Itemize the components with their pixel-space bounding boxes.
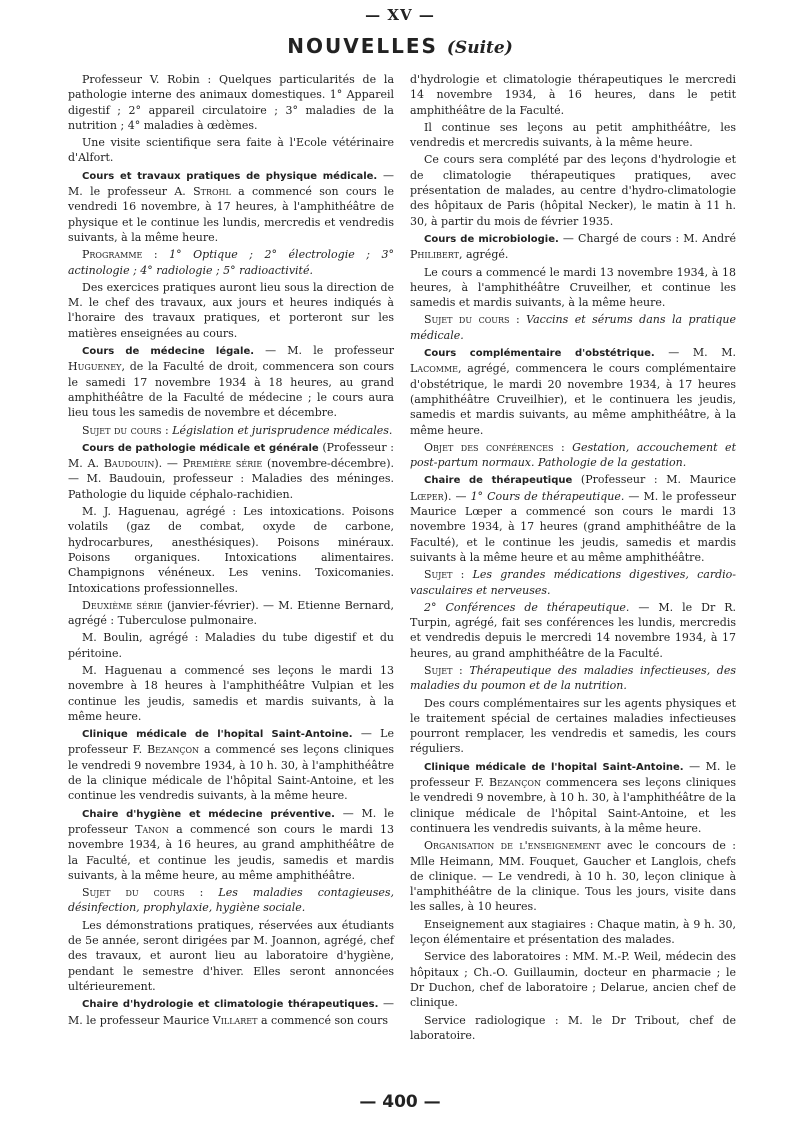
paragraph: M. Haguenau a commencé ses leçons le mardi 13 novembre à 18 heures à l'amphithéâtre Vulpian et les continue les jeudis, samedis et mardis suivants, à la même heure.	[68, 663, 394, 723]
roman-page-number: — XV —	[365, 6, 435, 24]
text: — M. le professeur	[68, 806, 394, 836]
text: avec le concours de : Mlle Heimann, MM. Fouquet, Gaucher et Langlois, chefs de clinique. — Le vendredi, à 10 h. 30, leçon clinique à l'amphithéâtre de la clinique. Tous les jours, visite dans les salles, à 10 heures.	[410, 839, 736, 914]
text: (janvier-février). — M. Etienne Bernard, agrégé : Tuberculose pulmonaire.	[68, 598, 394, 628]
paragraph: Les démonstrations pratiques, réservées aux étudiants de 5e année, seront dirigées par M. Joannon, agrégé, chef des travaux, et auront lieu au laboratoire d'hygiène, pendant le semestre d'hiver. Elles seront annoncées ultérieurement.	[68, 918, 394, 993]
text: — M. le professeur Maurice Lœper a commencé son cours le mardi 13 novembre 1934, à 17 heures (grand amphithéâtre de la Faculté), et le continue les jeudis, samedis et mardis suivants à la même heure et au même amphithéâtre.	[410, 489, 736, 564]
text: , agrégé.	[458, 248, 509, 262]
paragraph	[410, 312, 736, 343]
course-heading: Chaire d'hygiène et médecine préventive.	[82, 808, 335, 820]
person-name: Bezançon	[147, 743, 200, 757]
text: — Chargé de cours : M. André	[558, 231, 736, 245]
text: Les maladies contagieuses, désinfection, prophylaxie, hygiène sociale.	[68, 886, 394, 915]
person-name: Tanon	[135, 822, 169, 836]
text: — M. le Dr R. Turpin, agrégé, fait ses conférences les lundis, mercredis et vendredis depuis le mercredi 14 novembre 1934, à 17 heures, au grand amphithéâtre de la Faculté.	[410, 600, 736, 660]
person-name: Bezançon	[489, 776, 541, 790]
left-column	[68, 72, 394, 1030]
text: Législation et jurisprudence médicales.	[172, 423, 393, 437]
label: Sujet du cours :	[424, 313, 527, 327]
text: (novembre-décembre). — M. Baudouin, professeur : Maladies des méninges. Pathologie du liquide céphalo-rachidien.	[68, 457, 394, 501]
paragraph: Service des laboratoires : MM. M.-P. Weil, médecin des hôpitaux ; Ch.-O. Guillaumin, docteur en pharmacie ; le Dr Duchon, chef de laboratoire ; Delarue, ancien chef de clinique.	[410, 950, 736, 1010]
text: Les grandes médications digestives, cardio-vasculaires et nerveuses.	[410, 568, 736, 597]
text: a commencé son cours	[257, 1013, 389, 1027]
paragraph	[68, 996, 394, 1028]
paragraph	[410, 567, 736, 598]
paragraph: M. Boulin, agrégé : Maladies du tube digestif et du péritoine.	[68, 631, 394, 660]
course-heading: Cours de médecine légale.	[82, 346, 255, 358]
text: Vaccins et sérums dans la pratique médicale.	[410, 313, 736, 342]
paragraph	[68, 423, 394, 438]
person-name: Strohl	[193, 185, 231, 199]
person-name: Villaret	[212, 1013, 258, 1027]
course-heading: Chaire de thérapeutique	[424, 475, 573, 487]
text: (Professeur : M. Maurice	[572, 473, 736, 487]
text: a commencé son cours le mardi 13 novembre 1934, à 16 heures, au grand amphithéâtre de la Faculté, et continue les jeudis, samedis et mardis suivants, à la même heure, au même amphithéâtre.	[68, 822, 394, 882]
series-label: Première série	[182, 457, 263, 471]
text: — M. le professeur F.	[410, 759, 736, 790]
course-heading: Cours de microbiologie.	[424, 233, 559, 245]
paragraph: Une visite scientifique sera faite à l'Ecole vétérinaire d'Alfort.	[68, 136, 394, 165]
right-column	[410, 72, 736, 1045]
course-heading: Chaire d'hydrologie et climatologie thérapeutiques.	[82, 999, 379, 1011]
person-name: Baudouin	[103, 457, 155, 471]
text: 1° Cours de thérapeutique.	[470, 489, 625, 503]
course-heading: Clinique médicale de l'hopital Saint-Antoine.	[424, 761, 684, 773]
label: Sujet :	[424, 568, 473, 582]
paragraph	[410, 231, 736, 263]
paragraph: Enseignement aux stagiaires : Chaque matin, à 9 h. 30, leçon élémentaire et présentation des malades.	[410, 917, 736, 947]
label: Organisation de l'enseignement	[424, 839, 601, 853]
paragraph	[410, 345, 736, 438]
paragraph	[68, 726, 394, 803]
text: Thérapeutique des maladies infectieuses, des maladies du poumon et de la nutrition.	[410, 663, 736, 693]
paragraph	[68, 885, 394, 916]
section-title-suffix: (Suite)	[446, 38, 513, 58]
text: — M. le professeur	[254, 344, 394, 358]
text: — M. le professeur Maurice	[68, 997, 394, 1027]
section-title	[0, 34, 800, 58]
text: — M. M.	[654, 346, 736, 360]
person-name: Lœper	[410, 489, 444, 503]
text: a commencé son cours le vendredi 16 novembre, à 17 heures, à l'amphithéâtre de physique et le continue les lundis, mercredis et vendredis suivants, à la même heure.	[68, 185, 394, 244]
person-name: Philibert	[410, 248, 459, 262]
paragraph	[68, 806, 394, 883]
text: commencera ses leçons cliniques le vendredi 9 novembre, à 10 h. 30, à l'amphithéâtre de la clinique médicale de l'hôpital Saint-Antoine, et les continuera les vendredis suivants, à la même heure.	[410, 776, 736, 835]
text: ). —	[154, 457, 183, 471]
paragraph	[68, 440, 394, 502]
paragraph	[410, 759, 736, 836]
page-number: — 400 —	[359, 1092, 441, 1112]
text: ). —	[443, 489, 471, 503]
paragraph: Il continue ses leçons au petit amphithéâtre, les vendredis et mercredis suivants, à la même heure.	[410, 120, 736, 150]
person-name: Hugueney	[68, 360, 122, 374]
section-title-text: NOUVELLES	[287, 34, 438, 58]
paragraph	[410, 472, 736, 565]
text: a commencé ses leçons cliniques le vendredi 9 novembre 1934, à 10 h. 30, à l'amphithéâtre de la clinique médicale de l'hôpital Saint-Antoine, et les continue les vendredis suivants, à la même heure.	[68, 743, 394, 803]
paragraph	[410, 440, 736, 471]
paragraph	[68, 168, 394, 245]
text: 2° Conférences de thérapeutique.	[424, 600, 630, 614]
paragraph: Des exercices pratiques auront lieu sous la direction de M. le chef des travaux, aux jours et heures indiqués à l'horaire des travaux pratiques, et porteront sur les matières enseignées au cours.	[68, 280, 394, 340]
paragraph	[68, 247, 394, 278]
paragraph: Professeur V. Robin : Quelques particularités de la pathologie interne des animaux domestiques. 1° Appareil digestif ; 2° appareil circulatoire ; 3° maladies de la nutrition ; 4° maladies à œdèmes.	[68, 73, 394, 132]
paragraph: Des cours complémentaires sur les agents physiques et le traitement spécial de certaines maladies infectieuses pourront remplacer, les vendredis et samedis, les cours réguliers.	[410, 696, 736, 756]
paragraph: M. J. Haguenau, agrégé : Les intoxications. Poisons volatils (gaz de combat, oxyde de carbone, hydrocarbures, anesthésiques). Poisons minéraux. Poisons organiques. Intoxications alimentaires. Champignons vénéneux. Les venins. Toxicomanies. Intoxications professionnelles.	[68, 505, 394, 595]
text: — Le professeur F.	[68, 727, 394, 757]
text: Gestation, accouchement et post-partum normaux. Pathologie de la gestation.	[410, 440, 736, 470]
label: Programme :	[82, 248, 170, 262]
label: Objet des conférences :	[424, 440, 573, 454]
paragraph: Le cours a commencé le mardi 13 novembre 1934, à 18 heures, à l'amphithéâtre Cruveilher, et continue les samedis et mardis suivants, à la même heure.	[410, 265, 736, 310]
paragraph	[410, 838, 736, 914]
course-heading: Cours complémentaire d'obstétrique.	[424, 348, 655, 360]
label: Sujet :	[424, 663, 470, 677]
label: Sujet du cours :	[82, 423, 173, 437]
text: , de la Faculté de droit, commencera son cours le samedi 17 novembre 1934 à 18 heures, au grand amphithéâtre de la Faculté de médecine ; le cours aura lieu tous les samedis de novembre et décembre.	[68, 360, 394, 420]
text: 1° Optique ; 2° électrologie ; 3° actinologie ; 4° radiologie ; 5° radioactivité.	[68, 248, 394, 277]
paragraph	[410, 600, 736, 661]
paragraph	[68, 598, 394, 629]
paragraph: d'hydrologie et climatologie thérapeutiques le mercredi 14 novembre 1934, à 16 heures, dans le petit amphithéâtre de la Faculté.	[410, 73, 736, 117]
paragraph	[410, 663, 736, 694]
label: Sujet du cours :	[82, 886, 219, 900]
paragraph	[68, 343, 394, 420]
course-heading: Cours de pathologie médicale et générale	[82, 442, 319, 454]
course-heading: Cours et travaux pratiques de physique médicale.	[82, 170, 378, 182]
text: , agrégé, commencera le cours complémentaire d'obstétrique, le mardi 20 novembre 1934, à 17 heures (amphithéâtre Cruveilhier), et le continuera les jeudis, samedis et mardis suivants, au même amphithéâtre, à la même heure.	[410, 362, 736, 437]
person-name: Lacomme	[410, 362, 458, 376]
text: — M. le professeur A.	[68, 168, 394, 199]
series-label: Deuxième série	[82, 598, 163, 612]
text: (Professeur : M. A.	[68, 440, 395, 471]
paragraph: Ce cours sera complété par des leçons d'hydrologie et de climatologie thérapeutiques pratiques, avec présentation de malades, au centre d'hydro-climatologie des hôpitaux de Paris (hôpital Necker), le matin à 11 h. 30, à partir du mois de février 1935.	[410, 153, 736, 228]
course-heading: Clinique médicale de l'hopital Saint-Antoine.	[82, 729, 353, 741]
paragraph: Service radiologique : M. le Dr Tribout, chef de laboratoire.	[410, 1013, 736, 1042]
